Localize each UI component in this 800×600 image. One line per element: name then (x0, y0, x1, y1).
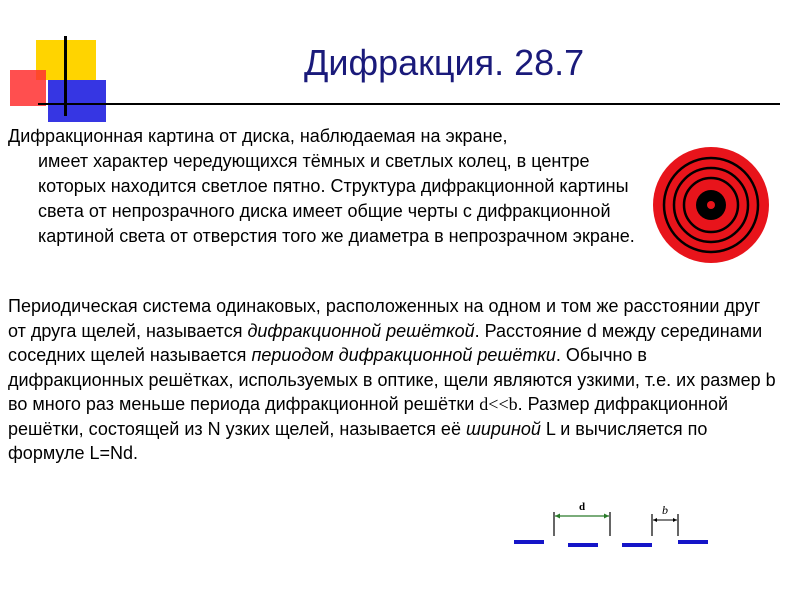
grating-bar-2 (568, 543, 598, 547)
b-arrowhead-left (653, 518, 657, 522)
paragraph1-first-line: Дифракционная картина от диска, наблюдаемая на экране, (8, 126, 508, 146)
paragraph-grating (8, 294, 778, 466)
grating-bar-3 (622, 543, 652, 547)
grating-text-3: . Обычно в дифракционных решётках, используемых в оптике, щели являются узкими, т.е. их размер b во много раз меньше периода дифракционной решётки (8, 345, 776, 414)
diffraction-rings-image (652, 146, 770, 264)
term-grating-period: периодом дифракционной решётки (251, 345, 556, 365)
red-square (10, 70, 46, 106)
grating-text-5: L и вычисляется по формуле L=Nd. (8, 418, 708, 463)
slide-title: Дифракция. 28.7 (304, 42, 585, 83)
formula-d-b: d<<b (479, 394, 518, 414)
grating-text-1: Периодическая система одинаковых, расположенных на одном и том же расстоянии друг от друга щелей, называется (8, 296, 761, 341)
grating-diagram (510, 498, 710, 550)
center-spot (707, 201, 715, 209)
paragraph-disk-diffraction (8, 124, 638, 249)
d-arrowhead-right (604, 514, 609, 519)
title-underline (38, 103, 780, 105)
term-width: шириной (465, 418, 541, 439)
grating-bar-4 (678, 540, 708, 544)
b-label: b (662, 503, 668, 517)
grating-text-4: . Размер дифракционной решётки, состоящей из N узких щелей, называется её (8, 394, 729, 439)
paragraph1-body: имеет характер чередующихся тёмных и светлых колец, в центре которых находится светлое пятно. Структура дифракционной картины света от непрозрачного диска имеет общие черты с дифракционной картиной света от отверстия того же диаметра в непрозрачном экране. (38, 151, 635, 246)
grating-bar-1 (514, 540, 544, 544)
b-arrowhead-right (673, 518, 677, 522)
term-diffraction-grating: дифракционной решёткой (247, 320, 475, 341)
blue-square (48, 80, 106, 122)
grating-text-2: . Расстояние d между серединами соседних щелей называется (8, 320, 763, 365)
d-label: d (578, 501, 586, 513)
d-arrowhead-left (555, 514, 560, 519)
decorative-logo (0, 0, 120, 130)
